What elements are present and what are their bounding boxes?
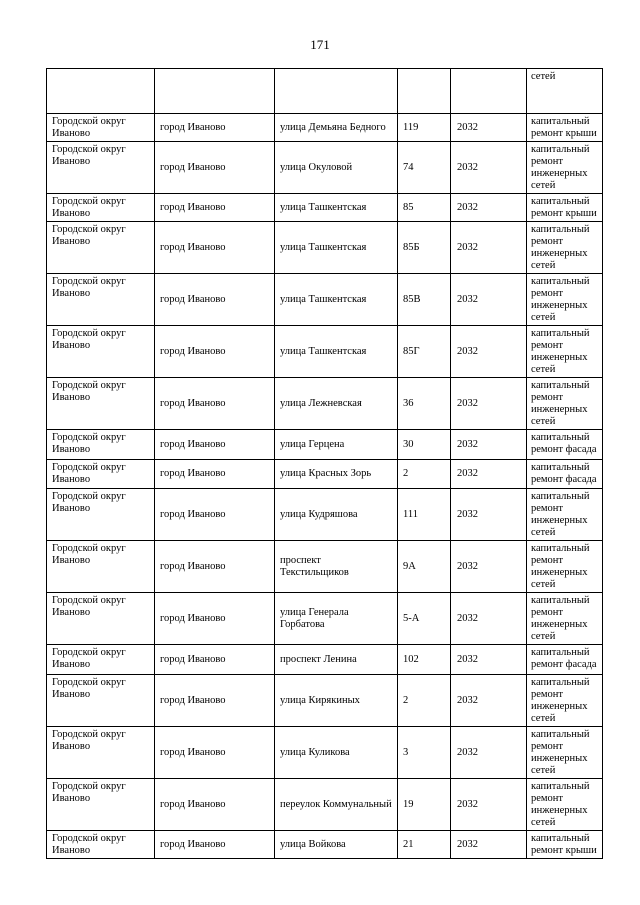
cell-street: улица Красных Зорь (275, 460, 398, 489)
cell-year (451, 69, 527, 114)
cell-house: 111 (398, 489, 451, 541)
cell-house: 102 (398, 645, 451, 675)
cell-house: 30 (398, 430, 451, 460)
cell-work-type: капитальный ремонт инженерных сетей (527, 489, 603, 541)
table-row (47, 430, 603, 460)
table-body (47, 69, 603, 859)
cell-district: Городской округ Иваново (47, 378, 155, 430)
cell-year: 2032 (451, 489, 527, 541)
table-row (47, 378, 603, 430)
cell-house: 2 (398, 460, 451, 489)
table-row (47, 779, 603, 831)
cell-street: улица Куликова (275, 727, 398, 779)
cell-street: улица Окуловой (275, 142, 398, 194)
cell-work-type: капитальный ремонт крыши (527, 831, 603, 859)
cell-work-type: капитальный ремонт инженерных сетей (527, 593, 603, 645)
cell-year: 2032 (451, 541, 527, 593)
cell-settlement: город Иваново (155, 194, 275, 222)
housing-repair-table (46, 68, 603, 859)
cell-street: улица Кирякиных (275, 675, 398, 727)
cell-year: 2032 (451, 430, 527, 460)
cell-work-type: капитальный ремонт крыши (527, 114, 603, 142)
cell-year: 2032 (451, 645, 527, 675)
cell-district: Городской округ Иваново (47, 489, 155, 541)
cell-settlement: город Иваново (155, 274, 275, 326)
cell-year: 2032 (451, 114, 527, 142)
cell-settlement: город Иваново (155, 831, 275, 859)
cell-street: улица Герцена (275, 430, 398, 460)
cell-settlement (155, 69, 275, 114)
cell-house: 2 (398, 675, 451, 727)
cell-district: Городской округ Иваново (47, 593, 155, 645)
continuation-row (47, 69, 603, 114)
table-row (47, 489, 603, 541)
cell-house: 36 (398, 378, 451, 430)
cell-year: 2032 (451, 378, 527, 430)
cell-settlement: город Иваново (155, 378, 275, 430)
cell-settlement: город Иваново (155, 430, 275, 460)
cell-settlement: город Иваново (155, 460, 275, 489)
page-number: 171 (310, 37, 330, 52)
cell-settlement: город Иваново (155, 779, 275, 831)
cell-work-type: капитальный ремонт инженерных сетей (527, 779, 603, 831)
cell-district: Городской округ Иваново (47, 541, 155, 593)
cell-street: улица Ташкентская (275, 326, 398, 378)
cell-work-type: капитальный ремонт инженерных сетей (527, 222, 603, 274)
table-row (47, 460, 603, 489)
cell-work-type: капитальный ремонт инженерных сетей (527, 274, 603, 326)
cell-street: улица Генерала Горбатова (275, 593, 398, 645)
cell-settlement: город Иваново (155, 645, 275, 675)
cell-district: Городской округ Иваново (47, 194, 155, 222)
cell-house: 85Г (398, 326, 451, 378)
cell-street: улица Ташкентская (275, 194, 398, 222)
cell-settlement: город Иваново (155, 541, 275, 593)
cell-work-type: капитальный ремонт фасада (527, 645, 603, 675)
cell-settlement: город Иваново (155, 727, 275, 779)
cell-street: переулок Коммунальный (275, 779, 398, 831)
cell-district: Городской округ Иваново (47, 460, 155, 489)
cell-street: улица Ташкентская (275, 274, 398, 326)
cell-district: Городской округ Иваново (47, 274, 155, 326)
table-row (47, 645, 603, 675)
cell-work-type: капитальный ремонт инженерных сетей (527, 541, 603, 593)
table-row (47, 114, 603, 142)
cell-year: 2032 (451, 727, 527, 779)
cell-house: 85В (398, 274, 451, 326)
cell-street: улица Ташкентская (275, 222, 398, 274)
cell-year: 2032 (451, 831, 527, 859)
cell-district: Городской округ Иваново (47, 326, 155, 378)
cell-work-type: капитальный ремонт инженерных сетей (527, 142, 603, 194)
cell-district: Городской округ Иваново (47, 675, 155, 727)
cell-street: улица Демьяна Бедного (275, 114, 398, 142)
cell-street: проспект Ленина (275, 645, 398, 675)
table-row (47, 194, 603, 222)
cell-year: 2032 (451, 675, 527, 727)
cell-house: 9А (398, 541, 451, 593)
table-row (47, 593, 603, 645)
table-row (47, 675, 603, 727)
cell-work-type: капитальный ремонт крыши (527, 194, 603, 222)
cell-house: 119 (398, 114, 451, 142)
cell-district: Городской округ Иваново (47, 645, 155, 675)
cell-district: Городской округ Иваново (47, 114, 155, 142)
cell-district: Городской округ Иваново (47, 142, 155, 194)
cell-house (398, 69, 451, 114)
table-row (47, 326, 603, 378)
cell-street: улица Лежневская (275, 378, 398, 430)
cell-house: 21 (398, 831, 451, 859)
cell-year: 2032 (451, 593, 527, 645)
cell-work-type: капитальный ремонт инженерных сетей (527, 326, 603, 378)
cell-street: улица Войкова (275, 831, 398, 859)
cell-district: Городской округ Иваново (47, 222, 155, 274)
cell-work-type: капитальный ремонт фасада (527, 430, 603, 460)
cell-work-type: капитальный ремонт инженерных сетей (527, 727, 603, 779)
cell-district (47, 69, 155, 114)
cell-work-type: капитальный ремонт инженерных сетей (527, 378, 603, 430)
cell-house: 3 (398, 727, 451, 779)
cell-house: 19 (398, 779, 451, 831)
cell-settlement: город Иваново (155, 675, 275, 727)
table-row (47, 222, 603, 274)
cell-year: 2032 (451, 460, 527, 489)
cell-settlement: город Иваново (155, 593, 275, 645)
cell-street (275, 69, 398, 114)
table-row (47, 727, 603, 779)
cell-settlement: город Иваново (155, 222, 275, 274)
cell-year: 2032 (451, 274, 527, 326)
cell-settlement: город Иваново (155, 142, 275, 194)
cell-street: проспект Текстильщиков (275, 541, 398, 593)
cell-house: 74 (398, 142, 451, 194)
cell-work-type: капитальный ремонт инженерных сетей (527, 675, 603, 727)
cell-year: 2032 (451, 194, 527, 222)
cell-house: 85 (398, 194, 451, 222)
cell-district: Городской округ Иваново (47, 831, 155, 859)
cell-year: 2032 (451, 142, 527, 194)
table-row (47, 541, 603, 593)
cell-work-type: сетей (527, 69, 603, 114)
cell-settlement: город Иваново (155, 326, 275, 378)
cell-house: 85Б (398, 222, 451, 274)
cell-district: Городской округ Иваново (47, 779, 155, 831)
cell-district: Городской округ Иваново (47, 430, 155, 460)
cell-work-type: капитальный ремонт фасада (527, 460, 603, 489)
table-row (47, 142, 603, 194)
cell-district: Городской округ Иваново (47, 727, 155, 779)
cell-year: 2032 (451, 779, 527, 831)
cell-year: 2032 (451, 222, 527, 274)
table-row (47, 274, 603, 326)
cell-year: 2032 (451, 326, 527, 378)
cell-street: улица Кудряшова (275, 489, 398, 541)
cell-settlement: город Иваново (155, 114, 275, 142)
cell-settlement: город Иваново (155, 489, 275, 541)
cell-house: 5-А (398, 593, 451, 645)
table-row (47, 831, 603, 859)
